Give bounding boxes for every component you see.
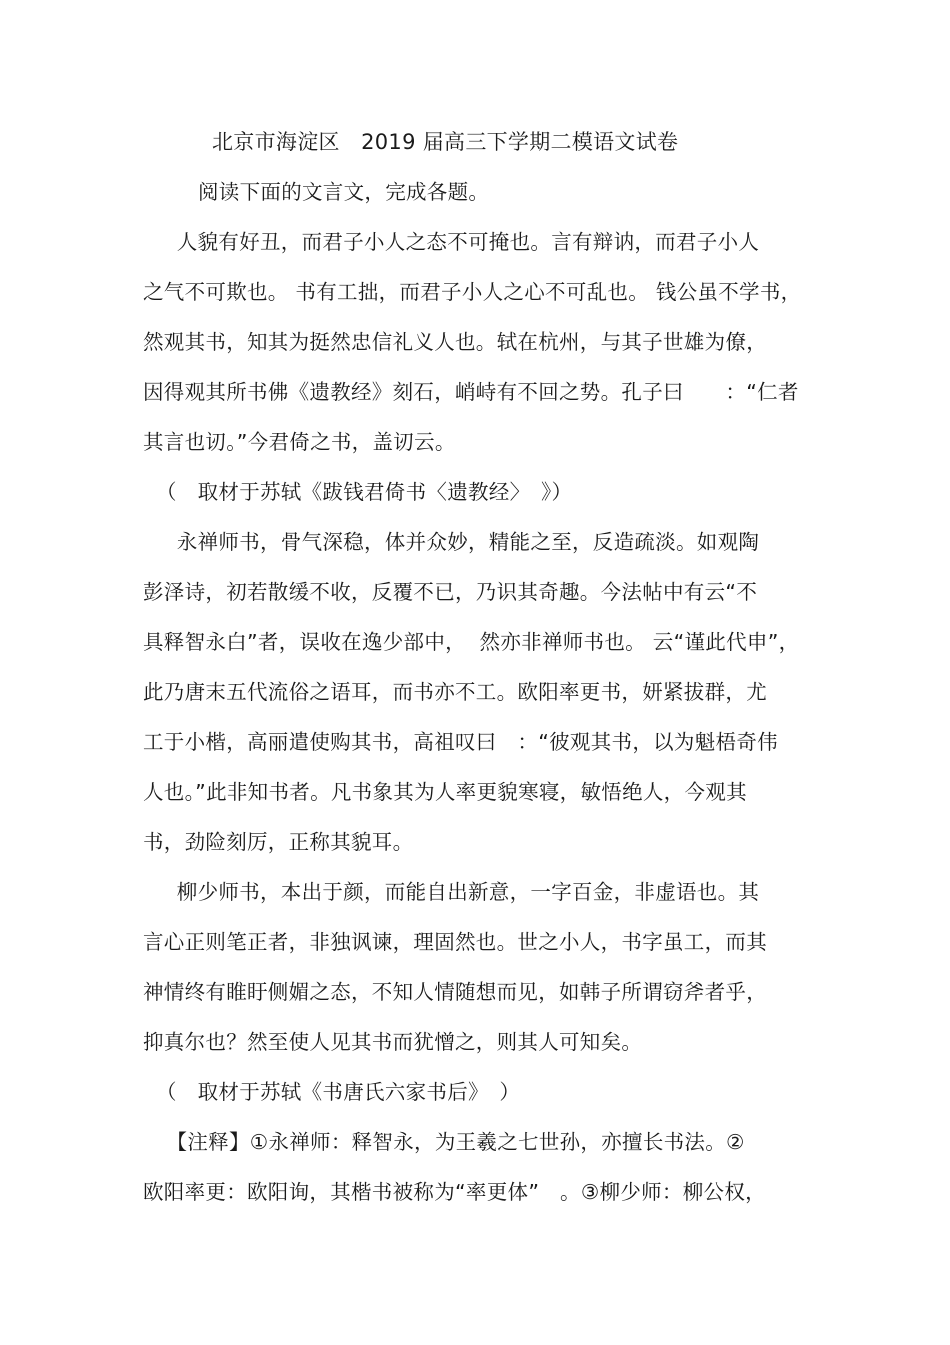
passage-line: 具释智永白”者，误收在逸少部中， 然亦非禅师书也。 云“谨此代申”， [143, 630, 800, 654]
passage-line: 人貌有好丑，而君子小人之态不可掩也。言有辩讷，而君子小人 [156, 230, 760, 254]
passage-line: 神情终有睢盱侧媚之态，不知人情随想而见，如韩子所谓窃斧者乎， [143, 980, 767, 1004]
annotation-line: 欧阳率更：欧阳询，其楷书被称为“率更体” 。③柳少师：柳公权， [143, 1180, 766, 1204]
instruction-text: 阅读下面的文言文，完成各题。 [198, 180, 490, 204]
passage-line: 书，劲险刻厉，正称其貌耳。 [143, 830, 414, 854]
passage-line: 工于小楷，高丽遣使购其书，高祖叹曰 ：“彼观其书，以为魁梧奇伟 [143, 730, 778, 754]
source-citation: （ 取材于苏轼《书唐氏六家书后》 ） [156, 1080, 521, 1104]
passage-line: 此乃唐末五代流俗之语耳，而书亦不工。欧阳率更书，妍紧拔群，尤 [143, 680, 767, 704]
annotation-line: 【注释】①永禅师：释智永，为王羲之七世孙，亦擅长书法。② [156, 1130, 745, 1154]
passage-line: 言心正则笔正者，非独讽谏，理固然也。世之小人，书字虽工，而其 [143, 930, 767, 954]
passage-line: 之气不可欺也。 书有工拙，而君子小人之心不可乱也。 钱公虽不学书， [143, 280, 802, 304]
passage-line: 永禅师书，骨气深稳，体并众妙，精能之至，反造疏淡。如观陶 [156, 530, 760, 554]
page-title: 北京市海淀区 2019 届高三下学期二模语文试卷 [212, 130, 679, 154]
passage-line: 柳少师书，本出于颜，而能自出新意，一字百金，非虚语也。其 [156, 880, 760, 904]
passage-line: 彭泽诗，初若散缓不收，反覆不已，乃识其奇趣。今法帖中有云“不 [143, 580, 758, 604]
passage-line: 人也。”此非知书者。凡书象其为人率更貌寒寝，敏悟绝人，今观其 [143, 780, 747, 804]
passage-line: 然观其书，知其为挺然忠信礼义人也。轼在杭州，与其子世雄为僚， [143, 330, 767, 354]
source-citation: （ 取材于苏轼《跋钱君倚书〈遗教经〉 》） [156, 480, 573, 504]
passage-line: 因得观其所书佛《遗教经》刻石，峭峙有不回之势。孔子曰 ：“仁者 [143, 380, 799, 404]
passage-line: 其言也讱。”今君倚之书，盖讱云。 [143, 430, 456, 454]
passage-line: 抑真尔也？然至使人见其书而犹憎之，则其人可知矣。 [143, 1030, 643, 1054]
